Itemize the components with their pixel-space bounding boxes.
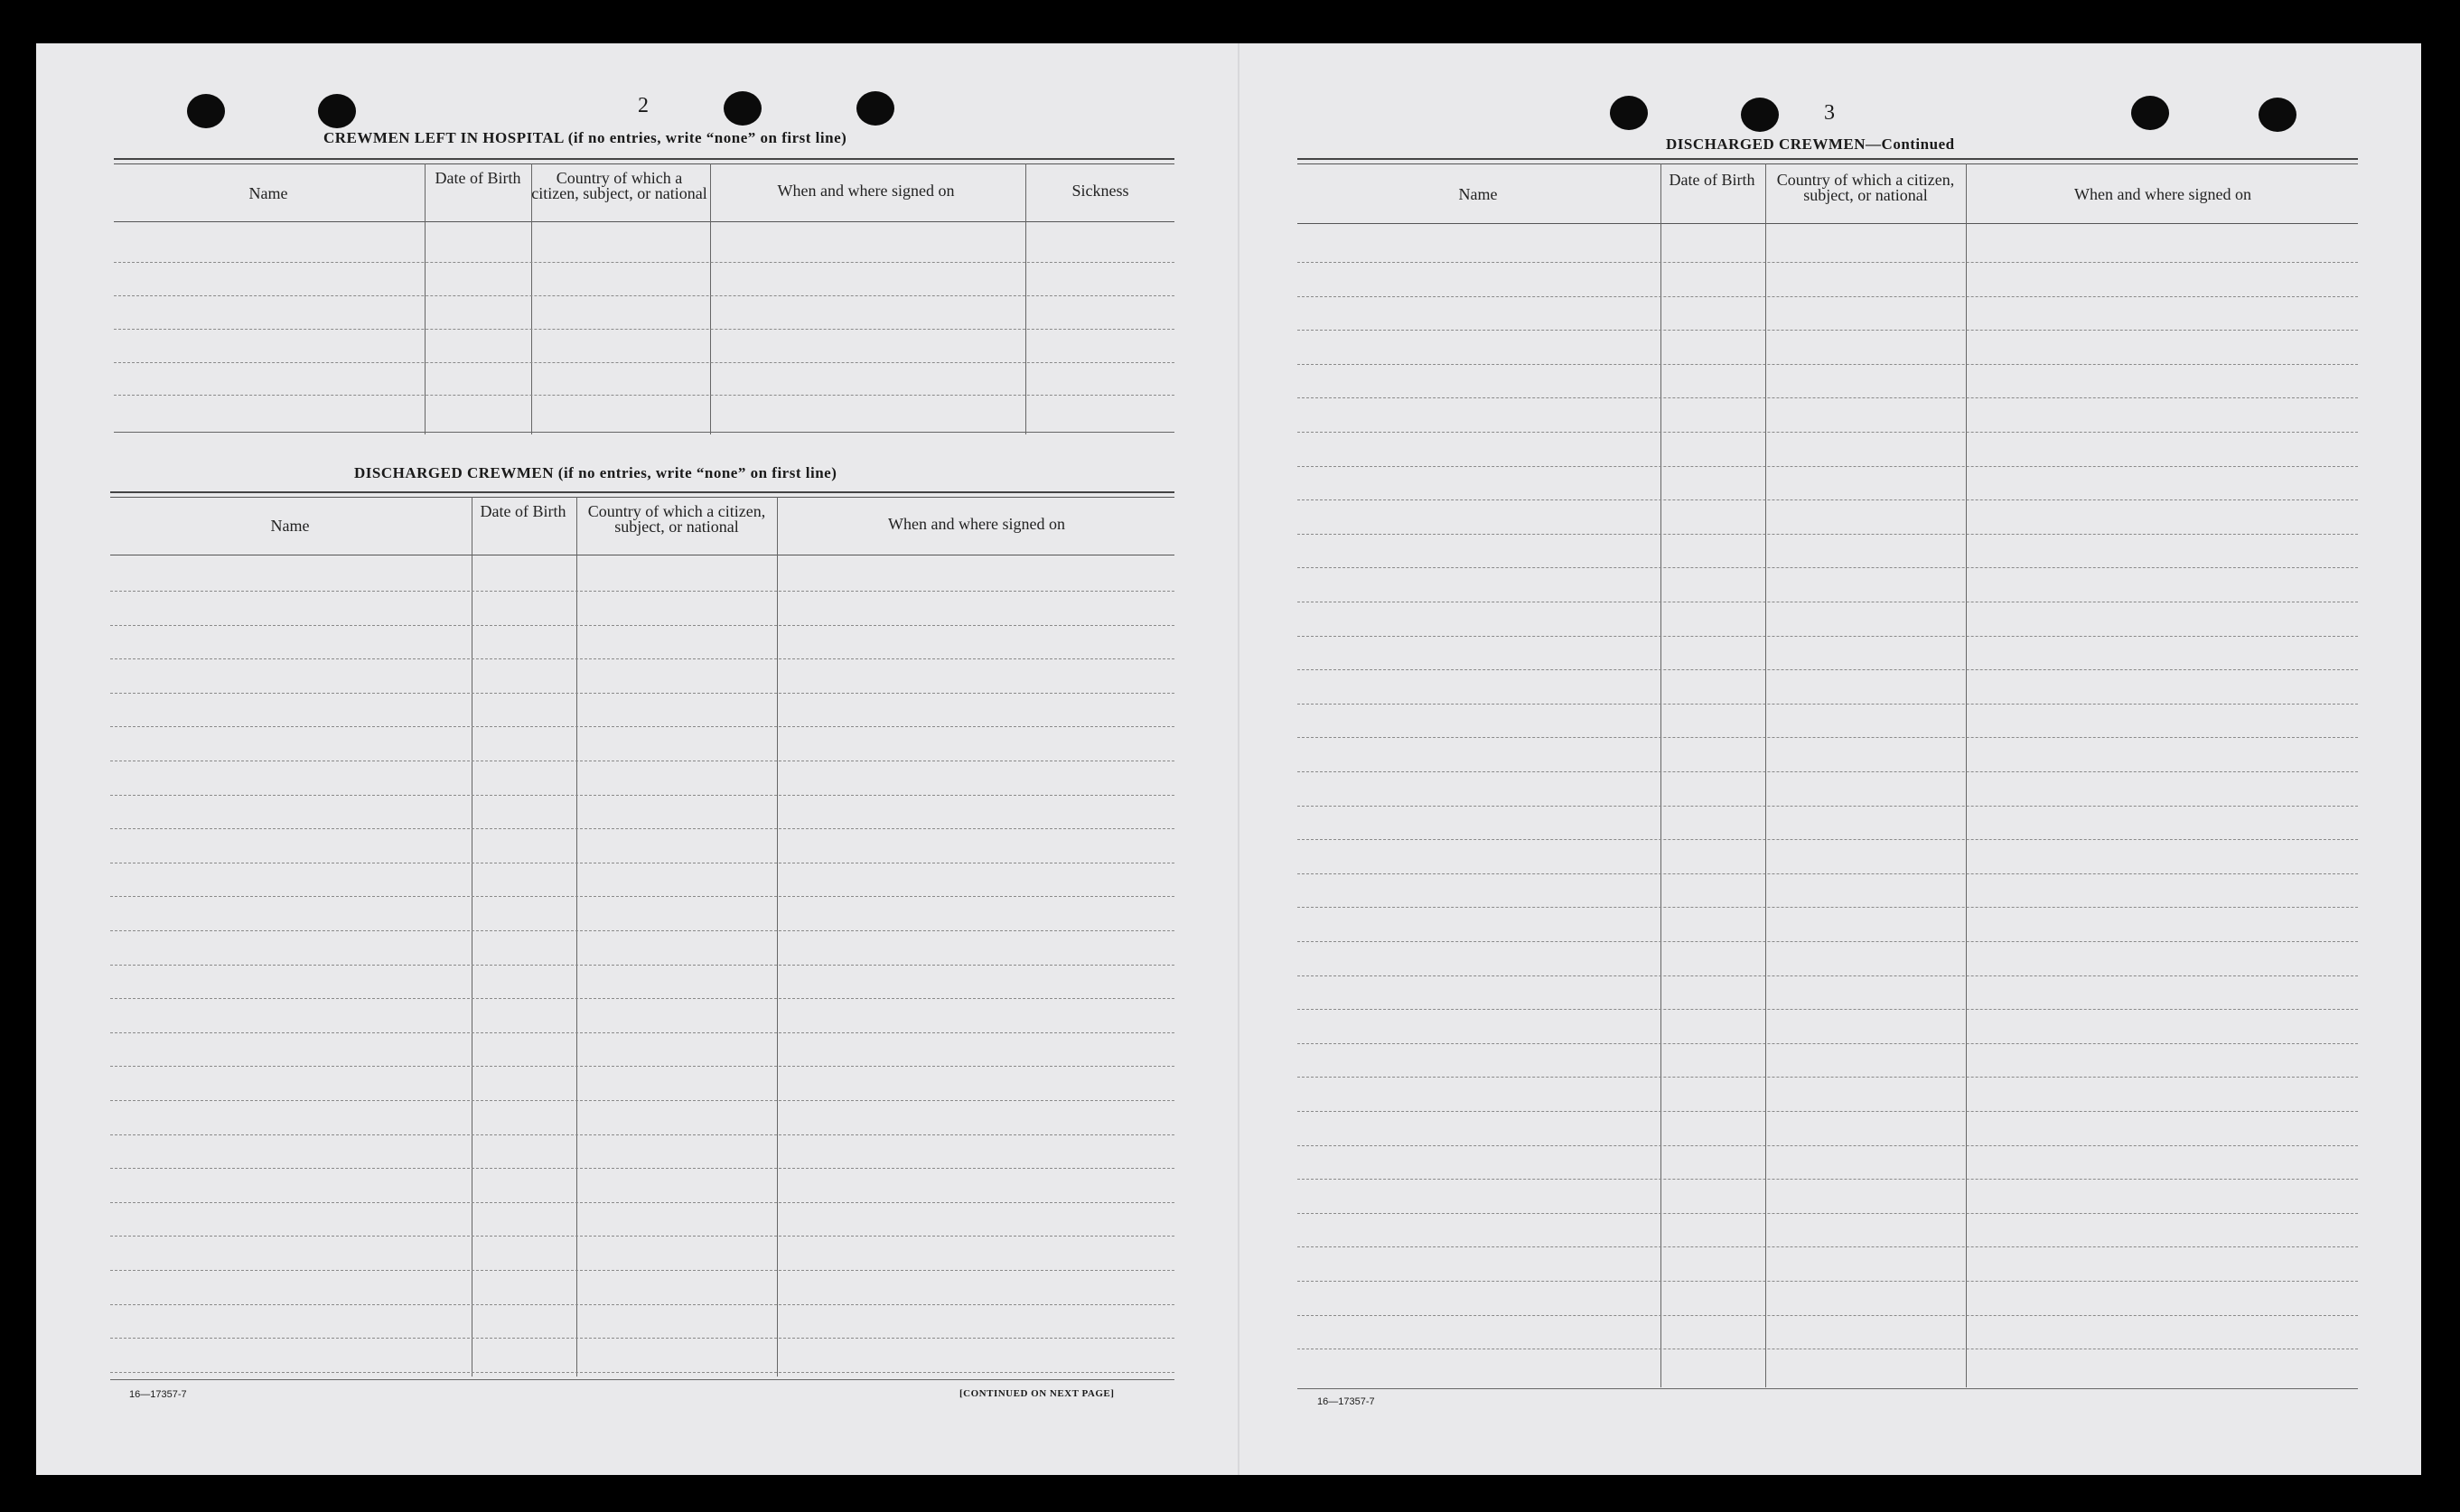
table-row — [114, 295, 1174, 296]
column-header-signed-on: When and where signed on — [777, 182, 955, 200]
hospital-section-title — [323, 129, 847, 147]
column-divider — [425, 163, 426, 434]
discharged-table — [110, 491, 1174, 1381]
discharged-continued-title: DISCHARGED CREWMEN—Continued — [1666, 135, 1955, 153]
table-row — [110, 930, 1174, 931]
table-row — [1297, 839, 2358, 840]
table-row — [1297, 397, 2358, 398]
table-row — [1297, 1281, 2358, 1282]
page-fold — [1238, 43, 1239, 1475]
table-row — [110, 591, 1174, 592]
table-row — [110, 1134, 1174, 1135]
column-header-signed-on: When and where signed on — [2074, 185, 2251, 203]
page-number: 2 — [638, 94, 649, 117]
column-header-country: Country of which a citizen, subject, or national — [1776, 171, 1955, 204]
table-row — [110, 1032, 1174, 1033]
column-header-sickness: Sickness — [1071, 182, 1129, 200]
continued-note: [CONTINUED ON NEXT PAGE] — [959, 1388, 1115, 1399]
table-row — [110, 965, 1174, 966]
table-row — [1297, 499, 2358, 500]
column-header-date-of-birth: Date of Birth — [435, 169, 521, 187]
table-row — [114, 362, 1174, 363]
section-note: (if no entries, write “none” on first line) — [557, 464, 837, 481]
section-title-text: CREWMEN LEFT IN HOSPITAL — [323, 129, 564, 146]
table-row — [1297, 1043, 2358, 1044]
table-bottom-rule — [114, 432, 1174, 433]
table-row — [110, 1168, 1174, 1169]
table-row — [110, 693, 1174, 694]
table-top-rule — [110, 497, 1174, 498]
punch-hole — [2131, 96, 2169, 130]
table-row — [1297, 1009, 2358, 1010]
table-row — [1297, 296, 2358, 297]
table-row — [1297, 1111, 2358, 1112]
table-top-rule — [1297, 158, 2358, 160]
table-top-rule — [114, 163, 1174, 164]
column-header-country: Country of which a citizen, subject, or national — [531, 169, 707, 202]
table-row — [110, 1100, 1174, 1101]
column-header-name: Name — [248, 184, 288, 202]
column-header-country: Country of which a citizen, subject, or national — [587, 502, 766, 536]
table-row — [1297, 771, 2358, 772]
table-row — [1297, 975, 2358, 976]
table-row — [1297, 1145, 2358, 1146]
table-row — [110, 726, 1174, 727]
column-divider — [1966, 163, 1967, 1387]
table-row — [110, 998, 1174, 999]
table-row — [1297, 636, 2358, 637]
table-row — [1297, 1315, 2358, 1316]
hospital-table — [114, 158, 1174, 435]
table-row — [110, 1066, 1174, 1067]
table-row — [1297, 873, 2358, 874]
discharged-continued-table — [1297, 158, 2358, 1391]
column-header-name: Name — [1458, 185, 1498, 203]
form-code: 16—17357-7 — [129, 1389, 187, 1400]
table-row — [1297, 364, 2358, 365]
table-row — [110, 1270, 1174, 1271]
punch-hole — [1610, 96, 1648, 130]
section-note: (if no entries, write “none” on first line) — [567, 129, 847, 146]
column-header-name: Name — [270, 517, 310, 535]
column-divider — [1660, 163, 1661, 1387]
table-row — [1297, 1077, 2358, 1078]
column-divider — [531, 163, 532, 434]
table-row — [1297, 534, 2358, 535]
page-number: 3 — [1824, 101, 1835, 125]
punch-hole — [318, 94, 356, 128]
column-divider — [576, 497, 577, 1377]
table-row — [1297, 432, 2358, 433]
table-row — [110, 1338, 1174, 1339]
table-row — [1297, 669, 2358, 670]
table-row — [1297, 567, 2358, 568]
table-top-rule — [114, 158, 1174, 160]
table-top-rule — [1297, 163, 2358, 164]
table-row — [114, 395, 1174, 396]
column-divider — [1765, 163, 1766, 1387]
table-row — [110, 625, 1174, 626]
table-row — [110, 1372, 1174, 1373]
punch-hole — [856, 91, 894, 126]
table-row — [110, 1304, 1174, 1305]
table-row — [1297, 704, 2358, 705]
table-row — [114, 262, 1174, 263]
table-row — [1297, 1179, 2358, 1180]
table-row — [1297, 737, 2358, 738]
column-divider — [710, 163, 711, 434]
table-row — [110, 795, 1174, 796]
table-row — [110, 896, 1174, 897]
table-top-rule — [110, 491, 1174, 493]
table-row — [110, 1202, 1174, 1203]
table-row — [1297, 941, 2358, 942]
table-bottom-rule — [1297, 1388, 2358, 1389]
table-row — [1297, 1213, 2358, 1214]
table-row — [1297, 907, 2358, 908]
column-divider — [1025, 163, 1026, 434]
section-title-text: DISCHARGED CREWMEN — [354, 464, 555, 481]
discharged-section-title — [354, 464, 837, 482]
table-row — [110, 658, 1174, 659]
punch-hole — [724, 91, 762, 126]
header-bottom-rule — [114, 221, 1174, 222]
table-row — [110, 828, 1174, 829]
column-header-signed-on: When and where signed on — [888, 515, 1065, 533]
table-row — [114, 329, 1174, 330]
column-header-date-of-birth: Date of Birth — [480, 502, 566, 520]
table-bottom-rule — [110, 1379, 1174, 1380]
table-row — [1297, 1246, 2358, 1247]
column-divider — [777, 497, 778, 1377]
table-row — [1297, 262, 2358, 263]
table-row — [1297, 806, 2358, 807]
table-row — [1297, 466, 2358, 467]
column-header-date-of-birth: Date of Birth — [1669, 171, 1755, 189]
table-row — [110, 1236, 1174, 1237]
table-row — [1297, 330, 2358, 331]
punch-hole — [1741, 98, 1779, 132]
header-bottom-rule — [1297, 223, 2358, 224]
form-code: 16—17357-7 — [1317, 1396, 1375, 1407]
punch-hole — [187, 94, 225, 128]
punch-hole — [2259, 98, 2296, 132]
